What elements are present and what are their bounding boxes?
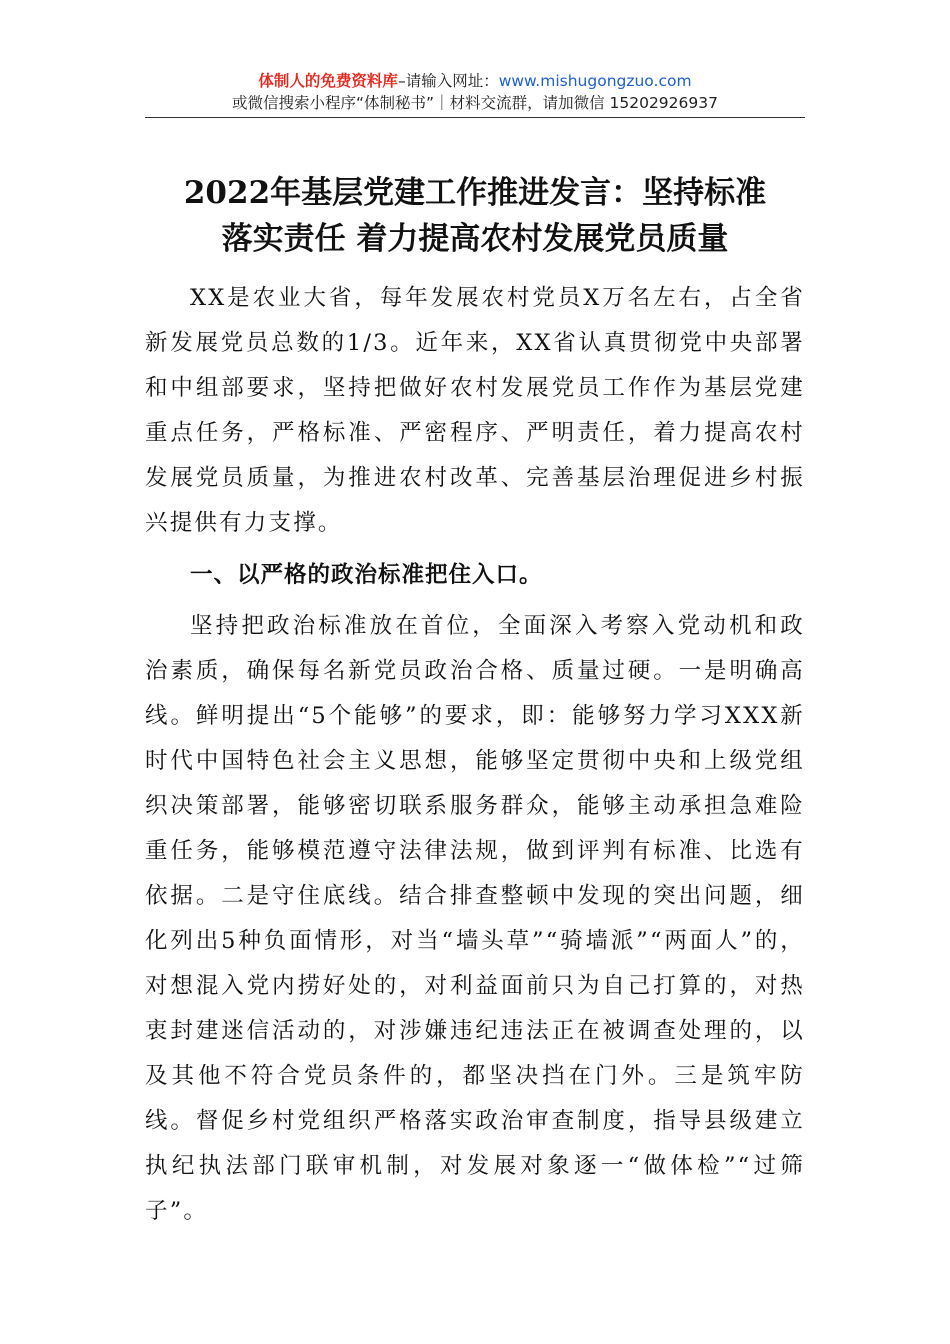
document-title bbox=[145, 170, 805, 262]
page-header bbox=[145, 70, 805, 114]
url-prompt: –请输入网址： bbox=[397, 72, 499, 90]
site-url-link[interactable]: www.mishugongzuo.com bbox=[498, 72, 692, 90]
section-1-heading: 一、以严格的政治标准把住入口。 bbox=[190, 562, 543, 588]
header-line-2: 或微信搜索小程序“体制秘书”｜材料交流群，请加微信 15202926937 bbox=[232, 94, 718, 112]
section-1-paragraph: 坚持把政治标准放在首位，全面深入考察入党动机和政治素质，确保每名新党员政治合格、质量过硬。一是明确高线。鲜明提出“5个能够”的要求，即：能够努力学习XXX新时代中国特色社会主义思想，能够坚定贯彻中央和上级党组织决策部署，能够密切联系服务群众，能够主动承担急难险重任务，能够模范遵守法律法规，做到评判有标准、比选有依据。二是守住底线。结合排查整顿中发现的突出问题，细化列出5种负面情形，对当“墙头草”“骑墙派”“两面人”的，对想混入党内捞好处的，对利益面前只为自己打算的，对热衷封建迷信活动的，对涉嫌违纪违法正在被调查处理的，以及其他不符合党员条件的，都坚决挡在门外。三是筑牢防线。督促乡村党组织严格落实政治审查制度，指导县级建立执纪执法部门联审机制，对发展对象逐一“做体检”“过筛子”。 bbox=[145, 613, 805, 1224]
header-line-1 bbox=[145, 70, 805, 92]
intro-paragraph: XX是农业大省，每年发展农村党员X万名左右，占全省新发展党员总数的1/3。近年来，XX省认真贯彻党中央部署和中组部要求，坚持把做好农村发展党员工作作为基层党建重点任务，严格标准、严密程序、严明责任，着力提高农村发展党员质量，为推进农村改革、完善基层治理促进乡村振兴提供有力支撑。 bbox=[145, 285, 805, 536]
document-body bbox=[145, 276, 805, 1234]
site-name: 体制人的免费资料库 bbox=[258, 72, 398, 90]
header-divider bbox=[145, 117, 805, 118]
title-line-2: 落实责任 着力提高农村发展党员质量 bbox=[221, 221, 729, 257]
title-line-1: 2022年基层党建工作推进发言：坚持标准 bbox=[183, 175, 767, 211]
